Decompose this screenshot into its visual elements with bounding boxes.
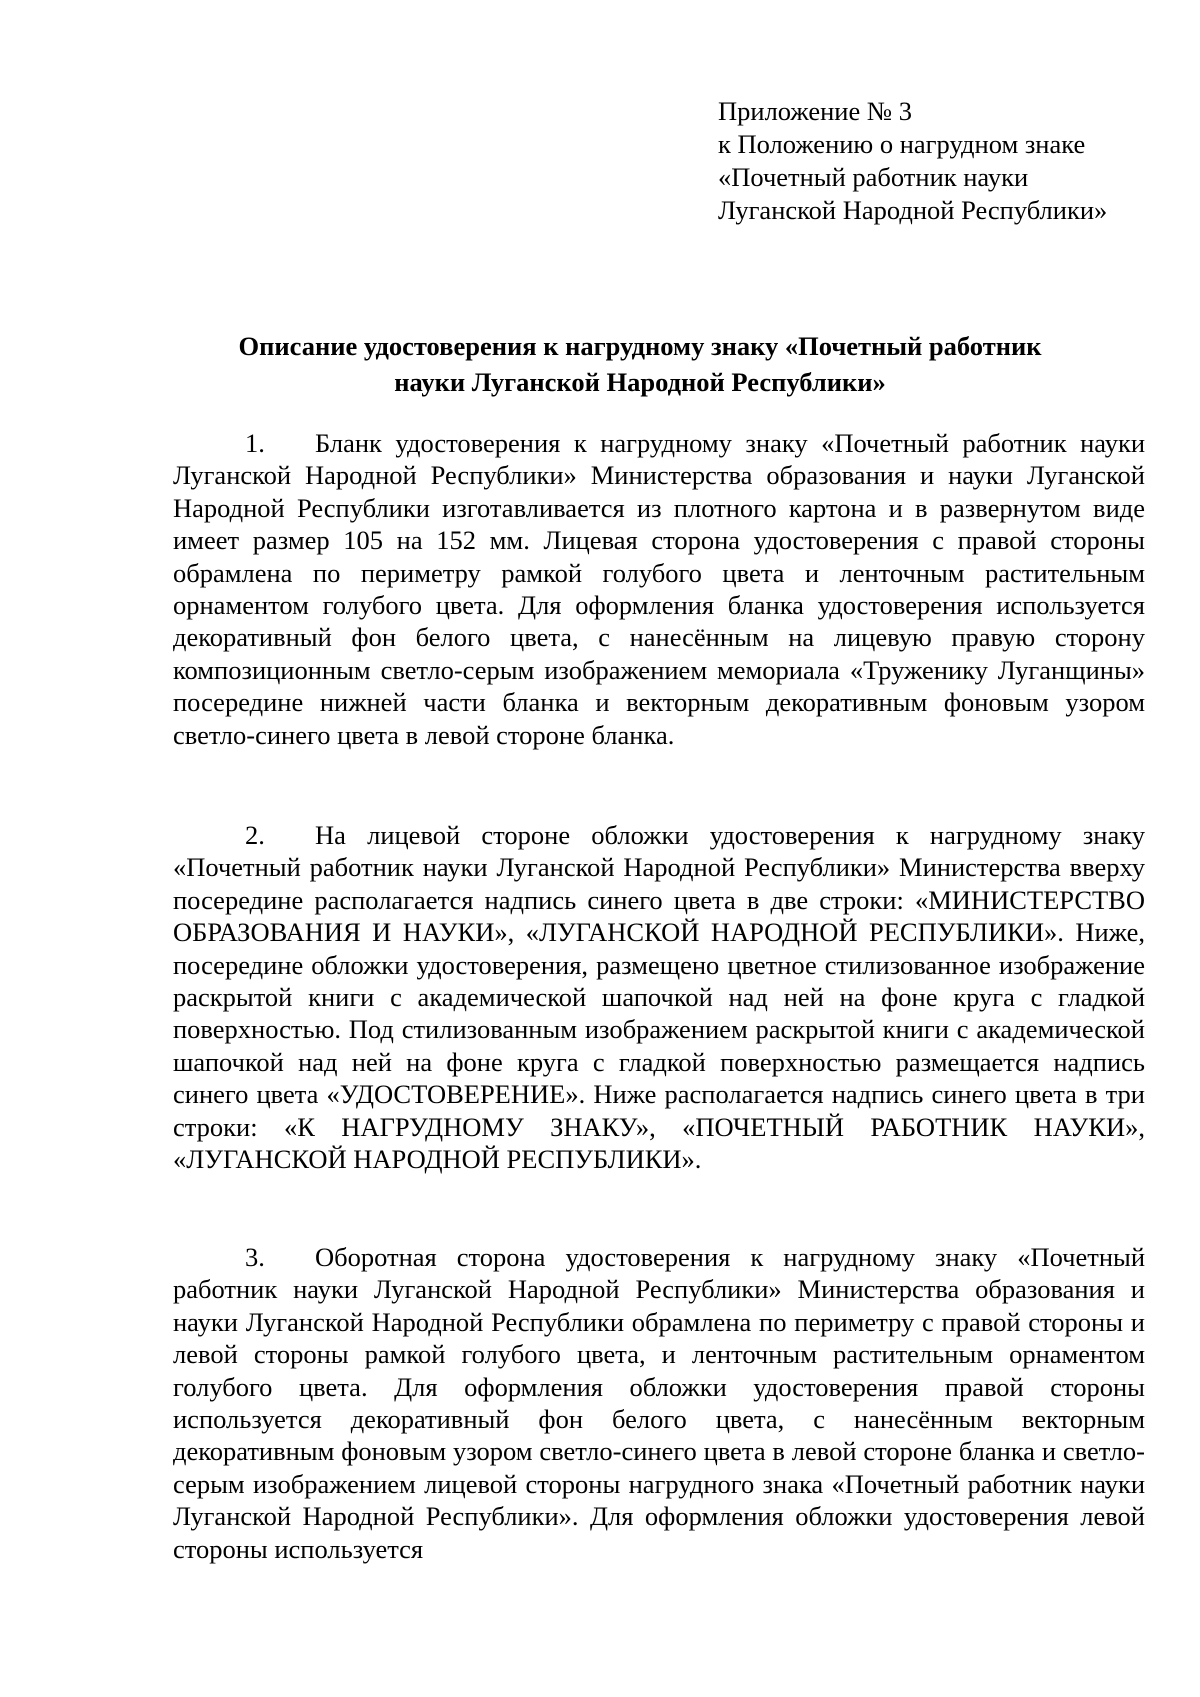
title-line-2: науки Луганской Народной Республики» [394, 367, 886, 397]
appendix-line-2: к Положению о нагрудном знаке [718, 129, 1086, 159]
appendix-line-3: «Почетный работник науки [718, 162, 1029, 192]
appendix-line-1: Приложение № 3 [718, 96, 913, 126]
paragraph-1 [173, 427, 1145, 751]
paragraph-3 [173, 1241, 1145, 1565]
paragraph-2 [173, 819, 1145, 1175]
paragraph-text: На лицевой стороне обложки удостоверения к нагрудному знаку «Почетный работник науки Луганской Народной Республики» Министерства вверху посередине располагается надпись синего цвета в две строки: «МИНИСТЕРСТВО ОБРАЗОВАНИЯ И НАУКИ», «ЛУГАНСКОЙ НАРОДНОЙ РЕСПУБЛИКИ». Ниже, посередине обложки удостоверения, размещено цветное стилизованное изображение раскрытой книги с академической шапочкой над ней на фоне круга с гладкой поверхностью. Под стилизованным изображением раскрытой книги с академической шапочкой над ней на фоне круга с гладкой поверхностью размещается надпись синего цвета «УДОСТОВЕРЕНИЕ». Ниже располагается надпись синего цвета в три строки: «К НАГРУДНОМУ ЗНАКУ», «ПОЧЕТНЫЙ РАБОТНИК НАУКИ», «ЛУГАНСКОЙ НАРОДНОЙ РЕСПУБЛИКИ». [173, 820, 1145, 1175]
paragraph-text: Бланк удостоверения к нагрудному знаку «Почетный работник науки Луганской Народной Республики» Министерства образования и науки Луганской Народной Республики изготавливается из плотного картона и в развернутом виде имеет размер 105 на 152 мм. Лицевая сторона удостоверения с правой стороны обрамлена по периметру рамкой голубого цвета и ленточным растительным орнаментом голубого цвета. Для оформления бланка удостоверения используется декоративный фон белого цвета, с нанесённым на лицевую правую сторону композиционным светло-серым изображением мемориала «Труженику Луганщины» посередине нижней части бланка и векторным декоративным фоновым узором светло-синего цвета в левой стороне бланка. [173, 428, 1145, 750]
appendix-line-4: Луганской Народной Республики» [718, 195, 1108, 225]
title-line-1: Описание удостоверения к нагрудному знаку «Почетный работник [238, 331, 1042, 361]
paragraph-text: Оборотная сторона удостоверения к нагрудному знаку «Почетный работник науки Луганской Народной Республики» Министерства образования и науки Луганской Народной Республики обрамлена по периметру с правой стороны и левой стороны рамкой голубого цвета, и ленточным растительным орнаментом голубого цвета. Для оформления обложки удостоверения правой стороны используется декоративный фон белого цвета, с нанесённым векторным декоративным фоновым узором светло-синего цвета в левой стороне бланка и светло-серым изображением лицевой стороны нагрудного знака «Почетный работник науки Луганской Народной Республики». Для оформления обложки удостоверения левой стороны используется [173, 1242, 1145, 1564]
paragraph-number: 3. [245, 1242, 265, 1272]
paragraph-number: 1. [245, 428, 265, 458]
document-title [160, 328, 1120, 400]
appendix-header [718, 95, 1158, 227]
paragraph-number: 2. [245, 820, 265, 850]
